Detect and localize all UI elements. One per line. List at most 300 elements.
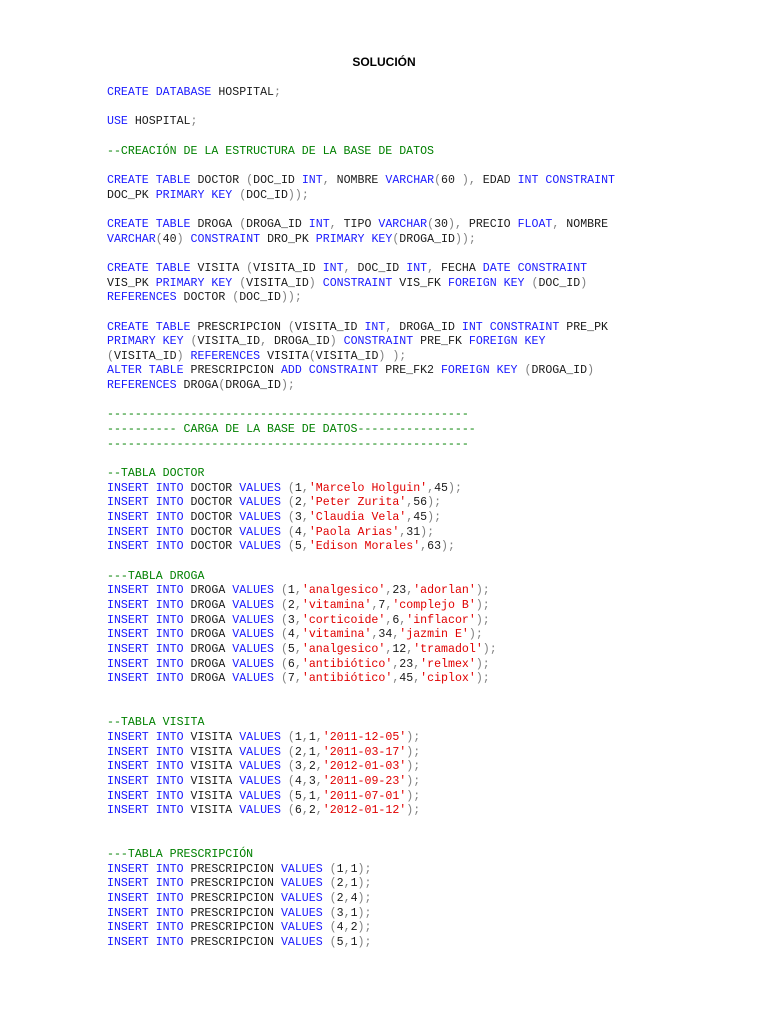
- sql-text: DOC_ID: [350, 261, 407, 275]
- sql-punctuation: );: [475, 598, 490, 612]
- sql-punctuation: ,: [385, 642, 393, 656]
- sql-text: [274, 628, 281, 641]
- sql-punctuation: (: [287, 525, 295, 539]
- sql-text: DROGA_ID: [267, 335, 330, 349]
- sql-text: VISITA: [260, 349, 309, 363]
- blank-line: [107, 394, 747, 409]
- sql-text: DOCTOR: [190, 173, 247, 187]
- sql-text: 7: [287, 672, 295, 686]
- sql-keyword: INSERT INTO: [107, 921, 184, 935]
- sql-keyword: VALUES: [239, 481, 281, 495]
- sql-text: 3: [294, 511, 302, 525]
- sql-text: DROGA: [183, 672, 233, 686]
- sql-keyword: VALUES: [232, 598, 274, 612]
- sql-string: 'analgesico': [301, 584, 386, 598]
- sql-string: 'ciplox': [420, 672, 476, 686]
- sql-punctuation: );: [406, 774, 421, 788]
- sql-text: 3: [308, 774, 316, 788]
- sql-keyword: FOREIGN KEY: [468, 335, 546, 349]
- code-line: [107, 321, 747, 336]
- sql-string: '2011-07-01': [322, 789, 407, 803]
- sql-punctuation: ,: [301, 525, 309, 539]
- sql-punctuation: ,: [343, 892, 351, 906]
- sql-punctuation: ): [587, 364, 595, 378]
- sql-text: [184, 335, 191, 348]
- sql-punctuation: ));: [280, 291, 302, 305]
- sql-keyword: INSERT INTO: [107, 540, 184, 554]
- code-line: [107, 790, 747, 805]
- sql-keyword: VALUES: [232, 628, 274, 642]
- sql-punctuation: ,: [392, 628, 400, 642]
- sql-punctuation: (: [155, 232, 163, 246]
- sql-string: 'complejo B': [392, 598, 476, 612]
- sql-punctuation: (: [524, 364, 532, 378]
- sql-keyword: VALUES: [232, 672, 274, 686]
- sql-keyword: INT: [322, 261, 344, 275]
- blank-line: [107, 819, 747, 834]
- code-line: [107, 145, 747, 160]
- sql-string: 'Edison Morales': [308, 540, 421, 554]
- sql-text: 1: [308, 745, 316, 759]
- sql-keyword: VALUES: [239, 774, 281, 788]
- sql-string: '2011-03-17': [322, 745, 407, 759]
- sql-punctuation: ,: [301, 745, 309, 759]
- sql-text: DROGA: [183, 613, 233, 627]
- sql-string: '2012-01-03': [322, 760, 407, 774]
- sql-text: 34: [378, 628, 393, 642]
- code-line: [107, 877, 747, 892]
- sql-punctuation: ,: [427, 261, 435, 275]
- sql-text: VIS_FK: [392, 276, 448, 290]
- sql-text: DROGA: [183, 628, 233, 642]
- sql-keyword: CONSTRAINT: [190, 232, 261, 246]
- sql-text: [323, 863, 330, 876]
- sql-keyword: FOREIGN KEY: [447, 276, 525, 290]
- sql-string: 'Paola Arias': [308, 525, 400, 539]
- sql-text: [281, 804, 288, 817]
- blank-line: [107, 130, 747, 145]
- sql-text: VISITA: [183, 774, 240, 788]
- sql-text: DROGA_ID: [531, 364, 588, 378]
- code-line: [107, 921, 747, 936]
- sql-string: 'antibiótico': [301, 657, 393, 671]
- sql-punctuation: (: [280, 657, 288, 671]
- sql-punctuation: (: [287, 760, 295, 774]
- sql-punctuation: ;: [274, 86, 281, 99]
- sql-keyword: INSERT INTO: [107, 511, 184, 525]
- sql-punctuation: );: [406, 745, 421, 759]
- code-line: [107, 746, 747, 761]
- sql-punctuation: ,: [385, 598, 393, 612]
- sql-text: VISITA_ID: [253, 261, 323, 275]
- sql-text: DROGA_ID: [225, 379, 281, 393]
- sql-text: VISITA_ID: [246, 276, 309, 290]
- sql-text: 4: [350, 892, 358, 906]
- sql-text: 2: [336, 892, 344, 906]
- blank-line: [107, 247, 747, 262]
- sql-punctuation: (: [329, 892, 337, 906]
- sql-text: 45: [434, 481, 448, 495]
- sql-punctuation: (: [287, 511, 295, 525]
- sql-text: 56: [413, 496, 428, 510]
- sql-text: DROGA_ID: [392, 320, 462, 334]
- sql-punctuation: (: [434, 173, 442, 187]
- sql-punctuation: ,: [294, 598, 302, 612]
- code-line: [107, 775, 747, 790]
- sql-text: 5: [287, 642, 295, 656]
- sql-text: PRESCRIPCION: [183, 364, 281, 378]
- sql-keyword: INSERT INTO: [107, 745, 184, 759]
- sql-text: [184, 350, 191, 363]
- sql-string: 'Marcelo Holguin': [308, 481, 428, 495]
- sql-string: '2012-01-12': [322, 804, 407, 818]
- code-line: [107, 496, 747, 511]
- sql-keyword: INSERT INTO: [107, 906, 184, 920]
- sql-punctuation: (: [287, 789, 295, 803]
- sql-text: [281, 526, 288, 539]
- sql-text: 5: [294, 540, 302, 554]
- sql-keyword: INSERT INTO: [107, 730, 184, 744]
- sql-text: PRESCRIPCION: [183, 921, 281, 935]
- sql-text: DOC_ID: [239, 291, 281, 305]
- sql-text: 4: [294, 774, 302, 788]
- sql-keyword: INT: [406, 261, 428, 275]
- sql-text: VISITA_ID: [294, 320, 365, 334]
- sql-text: VISITA: [183, 730, 240, 744]
- code-line: [107, 863, 747, 878]
- sql-punctuation: (: [287, 540, 295, 554]
- sql-text: [274, 614, 281, 627]
- sql-text: DRO_PK: [260, 232, 316, 246]
- sql-text: 3: [287, 613, 295, 627]
- sql-text: 1: [294, 730, 302, 744]
- sql-punctuation: ,: [329, 217, 337, 231]
- sql-punctuation: ,: [294, 657, 302, 671]
- sql-keyword: ADD CONSTRAINT: [280, 364, 379, 378]
- sql-punctuation: ,: [301, 481, 309, 495]
- sql-punctuation: (: [287, 804, 295, 818]
- sql-punctuation: ,: [385, 613, 393, 627]
- sql-keyword: INT: [308, 217, 330, 231]
- sql-punctuation: (: [218, 379, 226, 393]
- sql-punctuation: ,: [343, 936, 351, 950]
- sql-text: DROGA: [176, 379, 219, 393]
- code-line: [107, 526, 747, 541]
- sql-text: PRESCRIPCION: [183, 906, 281, 920]
- sql-punctuation: ,: [294, 613, 302, 627]
- sql-punctuation: ,: [294, 584, 302, 598]
- sql-text: PRESCRIPCION: [183, 862, 281, 876]
- code-line: [107, 335, 747, 350]
- sql-punctuation: ,: [552, 217, 560, 231]
- sql-punctuation: (: [280, 613, 288, 627]
- sql-punctuation: (: [329, 921, 337, 935]
- code-line: [107, 907, 747, 922]
- sql-keyword: VALUES: [232, 642, 274, 656]
- sql-punctuation: (: [287, 481, 295, 495]
- code-line: [107, 892, 747, 907]
- sql-punctuation: );: [448, 481, 462, 495]
- sql-punctuation: ,: [399, 525, 407, 539]
- sql-punctuation: ,: [385, 320, 393, 334]
- sql-text: VISITA: [183, 745, 240, 759]
- sql-text: 1: [336, 862, 344, 876]
- code-line: [107, 511, 747, 526]
- sql-punctuation: );: [427, 496, 442, 510]
- sql-text: [323, 936, 330, 949]
- sql-keyword: VALUES: [280, 906, 323, 920]
- sql-punctuation: ,: [371, 598, 379, 612]
- sql-keyword: VALUES: [232, 657, 274, 671]
- sql-text: 6: [287, 657, 295, 671]
- sql-comment: ---------- CARGA DE LA BASE DE DATOS-----------------: [107, 423, 476, 437]
- sql-text: 2: [294, 496, 302, 510]
- sql-punctuation: ,: [371, 628, 379, 642]
- sql-punctuation: ,: [406, 511, 414, 525]
- sql-punctuation: (: [190, 335, 198, 349]
- code-line: [107, 233, 747, 248]
- sql-keyword: REFERENCES: [107, 379, 177, 393]
- page-title: SOLUCIÓN: [352, 55, 416, 69]
- sql-text: VISITA_ID: [113, 349, 177, 363]
- sql-punctuation: ));: [454, 232, 476, 246]
- sql-text: VISITA_ID: [315, 349, 379, 363]
- sql-punctuation: ,: [392, 657, 400, 671]
- sql-punctuation: (: [280, 598, 288, 612]
- sql-keyword: FOREIGN KEY: [440, 364, 518, 378]
- code-line: [107, 482, 747, 497]
- sql-keyword: VALUES: [239, 496, 281, 510]
- sql-punctuation: ,: [322, 173, 330, 187]
- sql-punctuation: );: [475, 672, 490, 686]
- sql-punctuation: );: [392, 349, 407, 363]
- sql-keyword: PRIMARY KEY: [107, 335, 184, 349]
- sql-keyword: REFERENCES: [190, 349, 261, 363]
- sql-text: VISITA: [183, 804, 240, 818]
- sql-keyword: INSERT INTO: [107, 584, 184, 598]
- sql-punctuation: ,: [343, 877, 351, 891]
- sql-text: HOSPITAL: [211, 86, 274, 99]
- sql-punctuation: (: [239, 188, 247, 202]
- sql-keyword: FLOAT: [517, 217, 553, 231]
- sql-keyword: INSERT INTO: [107, 672, 184, 686]
- sql-text: DROGA_ID: [399, 232, 455, 246]
- sql-text: [281, 540, 288, 553]
- sql-text: 2: [350, 921, 358, 935]
- sql-punctuation: ,: [413, 657, 421, 671]
- sql-punctuation: (: [287, 496, 295, 510]
- code-line: [107, 86, 747, 101]
- sql-text: 1: [287, 584, 295, 598]
- sql-keyword: INT CONSTRAINT: [461, 320, 560, 334]
- sql-keyword: INSERT INTO: [107, 496, 184, 510]
- sql-punctuation: ,: [315, 745, 323, 759]
- code-line: [107, 262, 747, 277]
- sql-punctuation: ,: [406, 584, 414, 598]
- sql-punctuation: ): [329, 335, 337, 349]
- sql-text: 7: [378, 598, 386, 612]
- sql-comment: ----------------------------------------------------: [107, 408, 469, 422]
- sql-text: 1: [294, 481, 302, 495]
- sql-comment: ---TABLA PRESCRIPCIÓN: [107, 848, 254, 862]
- sql-text: VISITA: [183, 760, 240, 774]
- sql-text: [274, 658, 281, 671]
- sql-keyword: VALUES: [239, 789, 281, 803]
- sql-keyword: VALUES: [239, 511, 281, 525]
- sql-punctuation: (: [329, 936, 337, 950]
- code-line: [107, 438, 747, 453]
- sql-text: HOSPITAL: [127, 115, 191, 129]
- sql-text: VISITA_ID: [197, 335, 261, 349]
- sql-text: 3: [294, 760, 302, 774]
- sql-punctuation: ,: [294, 672, 302, 686]
- sql-text: 1: [308, 730, 316, 744]
- sql-keyword: VALUES: [232, 584, 274, 598]
- code-line: [107, 570, 747, 585]
- sql-string: '2011-09-23': [322, 774, 407, 788]
- blank-line: [107, 833, 747, 848]
- blank-line: [107, 702, 747, 717]
- sql-punctuation: ),: [454, 173, 476, 187]
- sql-punctuation: ): [580, 276, 588, 290]
- sql-punctuation: );: [357, 906, 372, 920]
- code-line: [107, 218, 747, 233]
- sql-text: 2: [308, 760, 316, 774]
- sql-keyword: VALUES: [280, 936, 323, 950]
- sql-text: TIPO: [336, 217, 379, 231]
- sql-text: VIS_PK: [107, 276, 156, 290]
- sql-punctuation: (: [239, 217, 247, 231]
- sql-text: DOC_ID: [253, 173, 302, 187]
- sql-text: DOCTOR: [183, 481, 240, 495]
- sql-punctuation: (: [329, 877, 337, 891]
- sql-keyword: INT CONSTRAINT: [517, 173, 615, 187]
- sql-string: 'corticoide': [301, 613, 386, 627]
- sql-keyword: ALTER TABLE: [107, 364, 184, 378]
- sql-text: 45: [399, 672, 414, 686]
- blank-line: [107, 203, 747, 218]
- sql-punctuation: (: [531, 276, 539, 290]
- sql-keyword: INSERT INTO: [107, 804, 184, 818]
- sql-text: PRESCRIPCION: [183, 877, 281, 891]
- sql-punctuation: ,: [301, 760, 309, 774]
- sql-text: DOCTOR: [183, 525, 240, 539]
- sql-punctuation: (: [107, 349, 114, 363]
- sql-keyword: INSERT INTO: [107, 877, 184, 891]
- code-line: [107, 540, 747, 555]
- sql-keyword: VALUES: [232, 613, 274, 627]
- sql-punctuation: (: [246, 173, 254, 187]
- blank-line: [107, 687, 747, 702]
- code-line: [107, 584, 747, 599]
- sql-string: 'analgesico': [301, 642, 386, 656]
- code-line: [107, 423, 747, 438]
- sql-text: [184, 233, 191, 246]
- code-line: [107, 848, 747, 863]
- sql-punctuation: );: [357, 877, 372, 891]
- sql-text: FECHA: [434, 261, 483, 275]
- code-line: [107, 936, 747, 951]
- sql-keyword: CONSTRAINT: [322, 276, 393, 290]
- sql-punctuation: );: [441, 540, 455, 554]
- code-line: [107, 760, 747, 775]
- sql-punctuation: );: [357, 936, 372, 950]
- sql-keyword: INSERT INTO: [107, 613, 184, 627]
- sql-string: 'adorlan': [413, 584, 476, 598]
- code-line: [107, 599, 747, 614]
- sql-punctuation: (: [427, 217, 435, 231]
- sql-text: PRECIO: [461, 217, 518, 231]
- sql-punctuation: (: [287, 774, 295, 788]
- sql-punctuation: );: [420, 525, 435, 539]
- sql-text: DROGA: [183, 642, 233, 656]
- sql-punctuation: ,: [301, 789, 309, 803]
- sql-text: [316, 277, 323, 290]
- sql-text: 1: [350, 906, 358, 920]
- sql-text: 1: [350, 862, 358, 876]
- sql-text: PRESCRIPCION: [183, 936, 281, 950]
- sql-punctuation: ,: [399, 613, 407, 627]
- code-line: [107, 628, 747, 643]
- sql-text: 6: [392, 613, 400, 627]
- sql-keyword: INT: [301, 173, 323, 187]
- sql-punctuation: ,: [343, 906, 351, 920]
- sql-punctuation: );: [406, 804, 421, 818]
- sql-text: 5: [294, 789, 302, 803]
- sql-punctuation: );: [280, 379, 295, 393]
- sql-text: [323, 907, 330, 920]
- sql-keyword: PRIMARY KEY: [155, 276, 233, 290]
- sql-punctuation: ): [176, 349, 184, 363]
- sql-keyword: VARCHAR: [385, 173, 435, 187]
- sql-punctuation: );: [475, 584, 490, 598]
- sql-keyword: VALUES: [280, 877, 323, 891]
- sql-punctuation: ,: [294, 628, 302, 642]
- code-line: [107, 364, 747, 379]
- sql-text: DOCTOR: [183, 511, 240, 525]
- sql-text: PRESCRIPCION: [190, 320, 288, 334]
- sql-punctuation: );: [406, 730, 421, 744]
- sql-keyword: VALUES: [239, 525, 281, 539]
- sql-punctuation: ,: [315, 789, 323, 803]
- sql-text: PRESCRIPCION: [183, 892, 281, 906]
- code-line: [107, 672, 747, 687]
- sql-punctuation: (: [239, 276, 247, 290]
- blank-line: [107, 452, 747, 467]
- code-line: [107, 291, 747, 306]
- sql-text: [281, 511, 288, 524]
- sql-string: 'jazmin E': [399, 628, 469, 642]
- sql-keyword: VARCHAR: [378, 217, 428, 231]
- sql-punctuation: (: [287, 320, 295, 334]
- sql-text: 40: [162, 232, 177, 246]
- sql-text: 30: [434, 217, 448, 231]
- code-line: [107, 643, 747, 658]
- sql-text: 2: [308, 804, 316, 818]
- sql-text: 63: [427, 540, 442, 554]
- blank-line: [107, 101, 747, 116]
- sql-string: '2011-12-05': [322, 730, 407, 744]
- sql-text: 4: [294, 525, 302, 539]
- sql-punctuation: ,: [315, 774, 323, 788]
- sql-keyword: INSERT INTO: [107, 862, 184, 876]
- sql-punctuation: ),: [447, 217, 462, 231]
- sql-punctuation: );: [468, 628, 483, 642]
- sql-keyword: INT: [364, 320, 386, 334]
- sql-keyword: PRIMARY KEY: [155, 188, 233, 202]
- sql-keyword: VALUES: [280, 862, 323, 876]
- sql-punctuation: (: [246, 261, 254, 275]
